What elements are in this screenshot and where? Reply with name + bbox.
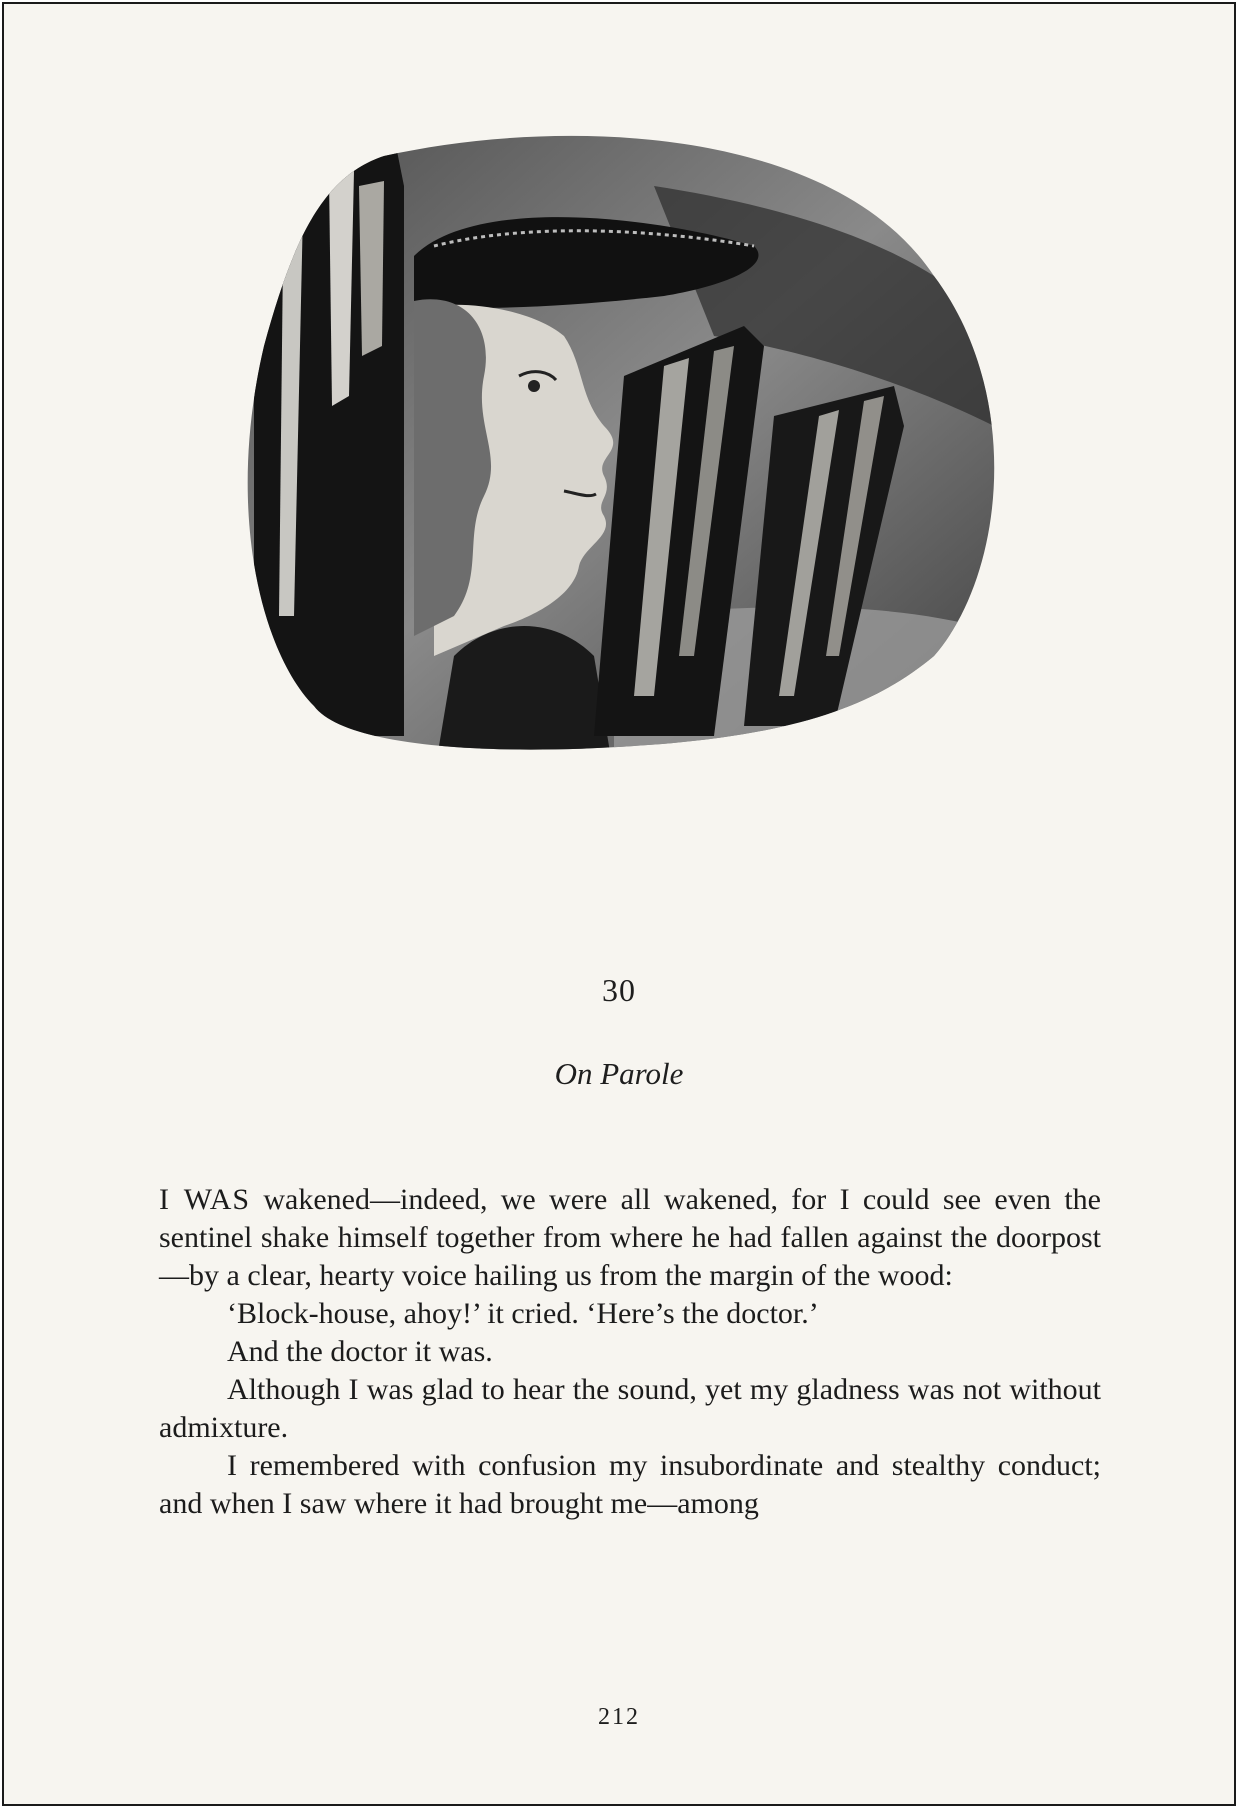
paragraph-1: [159, 1181, 1101, 1295]
paragraph-1-text: wakened—indeed, we were all wakened, for I could see even the sentinel shake himself together from where he had fallen against the doorpost—by a clear, hearty voice hailing us from the margin of the wood:: [159, 1183, 1101, 1292]
chapter-illustration: [234, 96, 1034, 776]
paragraph-4: Although I was glad to hear the sound, yet my gladness was not without admixture.: [159, 1373, 1101, 1444]
paragraph-2: ‘Block-house, ahoy!’ it cried. ‘Here’s the doctor.’: [227, 1297, 819, 1330]
chapter-text: [159, 1181, 1101, 1523]
drop-lead-words: I WAS: [159, 1183, 251, 1216]
paragraph-5: I remembered with confusion my insubordinate and stealthy conduct; and when I saw where it had brought me—among: [159, 1449, 1101, 1520]
chapter-number: 30: [602, 972, 636, 1008]
book-page: [2, 2, 1236, 1806]
page-number: 212: [598, 1704, 640, 1730]
paragraph-3: And the doctor it was.: [227, 1335, 493, 1368]
chapter-title: On Parole: [554, 1056, 684, 1091]
